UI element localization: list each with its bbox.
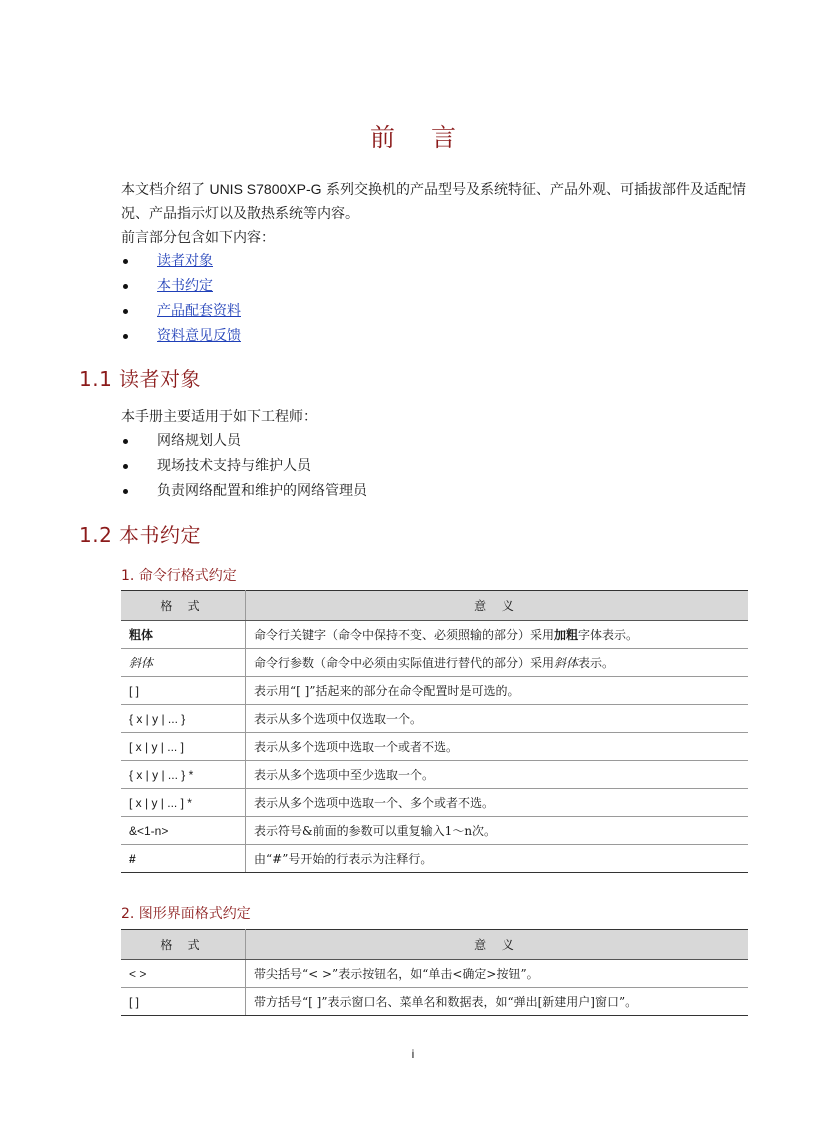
list-item [121,429,367,454]
format-cell: [ x | y | ... ] [121,733,246,761]
column-header-meaning: 意 义 [246,930,749,960]
toc-link-documentation[interactable]: 产品配套资料 [157,303,241,319]
table-row [121,677,748,705]
toc-item [121,274,241,299]
list-item-text: 网络规划人员 [157,433,241,449]
bullet-icon [123,284,128,289]
table-row [121,988,748,1016]
toc-item [121,249,241,274]
meaning-text: 命令行关键字（命令中保持不变、必须照输的部分）采用 [254,628,555,642]
meaning-text: 字体表示。 [578,628,639,642]
section-number: 1.1 [79,367,113,391]
format-cell: 斜体 [121,649,246,677]
bullet-icon [123,334,128,339]
product-name: UNIS S7800XP-G [209,181,322,197]
meaning-cell: 表示从多个选项中至少选取一个。 [246,761,749,789]
toc-intro: 前言部分包含如下内容： [121,230,275,246]
table-row [121,705,748,733]
meaning-cell: 带尖括号“< >”表示按钮名，如“单击<确定>按钮”。 [246,960,749,988]
table-row [121,733,748,761]
page-number: i [411,1047,415,1061]
readers-list [121,429,367,504]
table-row [121,649,748,677]
format-cell: 粗体 [121,621,246,649]
toc-link-feedback[interactable]: 资料意见反馈 [157,328,241,344]
intro-text-a: 本文档介绍了 [121,182,205,198]
column-header-format: 格 式 [121,591,246,621]
meaning-cell: 表示从多个选项中仅选取一个。 [246,705,749,733]
toc-link-conventions[interactable]: 本书约定 [157,278,213,294]
meaning-emphasis: 斜体 [554,656,579,670]
table-row [121,845,748,873]
table-header-row [121,591,748,621]
bullet-icon [123,439,128,444]
meaning-cell [246,621,749,649]
list-item-text: 负责网络配置和维护的网络管理员 [157,483,367,499]
meaning-cell: 表示从多个选项中选取一个、多个或者不选。 [246,789,749,817]
toc-list [121,249,241,349]
subsection-cli-heading: 1. 命令行格式约定 [121,568,237,584]
meaning-cell: 表示符号&前面的参数可以重复输入1～n次。 [246,817,749,845]
table-row [121,817,748,845]
column-header-meaning: 意 义 [246,591,749,621]
meaning-cell [246,649,749,677]
bullet-icon [123,259,128,264]
list-item-text: 现场技术支持与维护人员 [157,458,311,474]
section-heading-readers [79,363,201,392]
toc-item [121,324,241,349]
toc-item [121,299,241,324]
table-header-row [121,930,748,960]
format-cell: { x | y | ... } [121,705,246,733]
gui-conventions-table [121,929,748,1016]
format-cell: # [121,845,246,873]
meaning-emphasis: 加粗 [554,628,579,642]
subsection-gui-heading: 2. 图形界面格式约定 [121,906,251,922]
meaning-cell: 带方括号“[ ]”表示窗口名、菜单名和数据表，如“弹出[新建用户]窗口”。 [246,988,749,1016]
bullet-icon [123,464,128,469]
section-readers-text: 本手册主要适用于如下工程师： [121,409,317,425]
column-header-format: 格 式 [121,930,246,960]
list-item [121,454,367,479]
table-row [121,621,748,649]
format-cell: < > [121,960,246,988]
table-row [121,789,748,817]
list-item [121,479,367,504]
format-cell: [ x | y | ... ] * [121,789,246,817]
section-number: 1.2 [79,523,113,547]
meaning-text: 表示。 [578,656,615,670]
bullet-icon [123,489,128,494]
page-title: 前 言 [370,123,470,152]
toc-link-readers[interactable]: 读者对象 [157,253,213,269]
cli-conventions-table [121,590,748,873]
section-heading-conventions [79,519,201,548]
table-row [121,761,748,789]
format-cell: &<1-n> [121,817,246,845]
meaning-cell: 表示用“[ ]”括起来的部分在命令配置时是可选的。 [246,677,749,705]
intro-paragraph [121,177,751,226]
section-title: 本书约定 [119,523,201,547]
bullet-icon [123,309,128,314]
meaning-text: 命令行参数（命令中必须由实际值进行替代的部分）采用 [254,656,555,670]
format-cell: { x | y | ... } * [121,761,246,789]
format-cell: [ ] [121,677,246,705]
intro-text-b: 系列交换机的产品型号及系统特征、产品外观、可插拔部件及适配情况、产品指示灯以及散热系统等内容。 [121,182,746,222]
table-row [121,960,748,988]
section-title: 读者对象 [119,367,201,391]
meaning-cell: 由“#”号开始的行表示为注释行。 [246,845,749,873]
format-cell: [ ] [121,988,246,1016]
meaning-cell: 表示从多个选项中选取一个或者不选。 [246,733,749,761]
